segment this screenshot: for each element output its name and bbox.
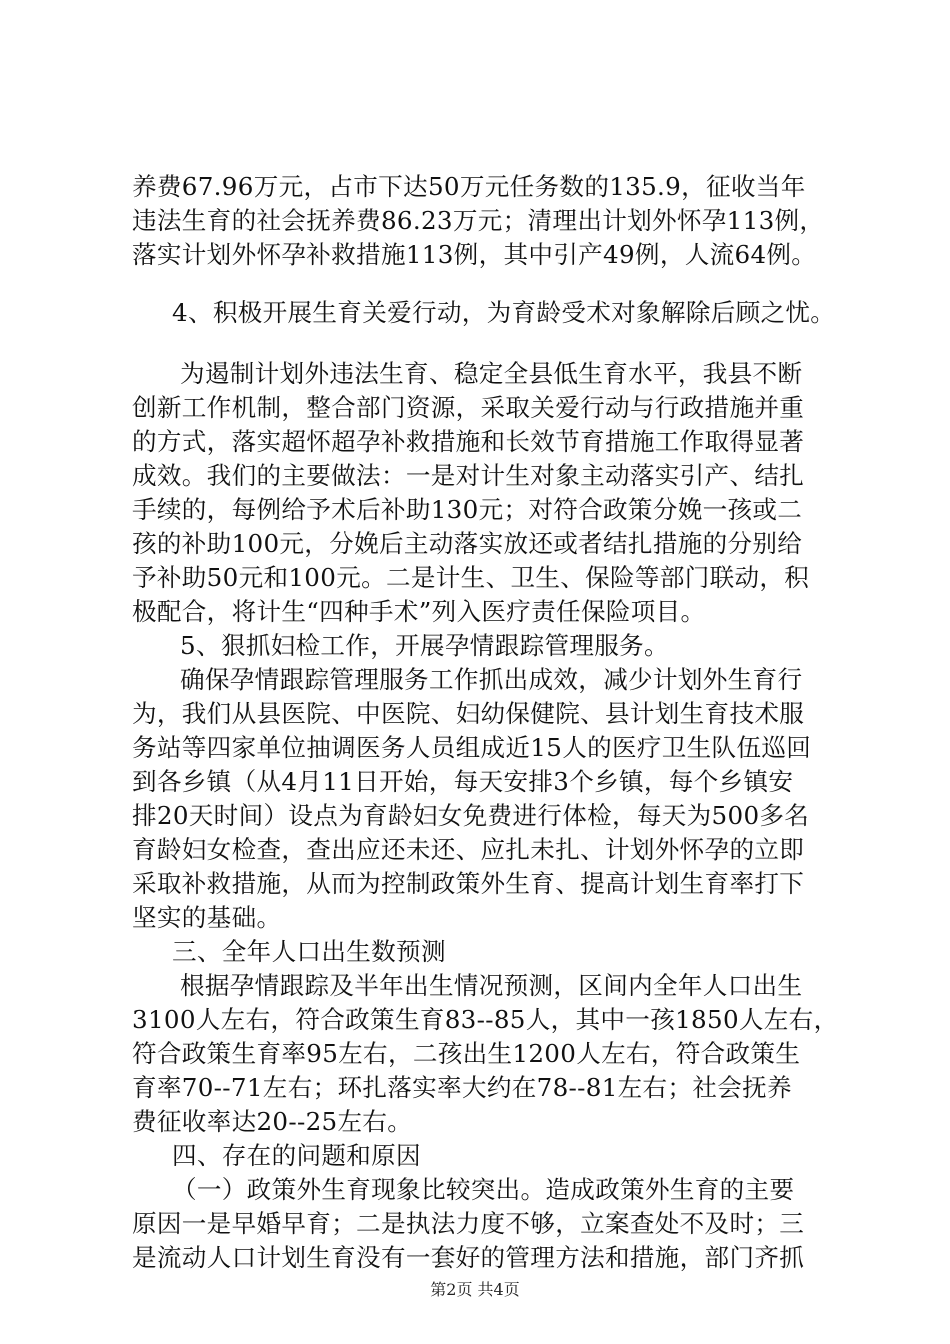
text-line: 排20天时间）设点为育龄妇女免费进行体检，每天为500多名 [132,801,810,830]
text-line: 成效。我们的主要做法：一是对计生对象主动落实引产、结扎 [132,461,805,490]
section-heading: 四、存在的问题和原因 [172,1141,421,1170]
page-number-footer: 第2页 共4页 [430,1280,520,1299]
text-line: 孩的补助100元，分娩后主动落实放还或者结扎措施的分别给 [132,529,803,558]
text-line: （一）政策外生育现象比较突出。造成政策外生育的主要 [172,1175,795,1204]
text-line: 的方式，落实超怀超孕补救措施和长效节育措施工作取得显著 [132,427,805,456]
text-line: 极配合，将计生“四种手术”列入医疗责任保险项目。 [132,597,706,626]
text-line: 为，我们从县医院、中医院、妇幼保健院、县计划生育技术服 [132,699,805,728]
text-line: 手续的，每例给予术后补助130元；对符合政策分娩一孩或二 [132,495,803,524]
text-line: 养费67.96万元，占市下达50万元任务数的135.9，征收当年 [132,172,806,201]
text-line: 确保孕情跟踪管理服务工作抓出成效，减少计划外生育行 [180,665,803,694]
text-line: 创新工作机制，整合部门资源，采取关爱行动与行政措施并重 [132,393,805,422]
section-heading: 三、全年人口出生数预测 [172,937,446,966]
text-line: 是流动人口计划生育没有一套好的管理方法和措施，部门齐抓 [132,1243,805,1272]
text-line: 到各乡镇（从4月11日开始，每天安排3个乡镇，每个乡镇安 [132,767,794,796]
section-heading: 5、狠抓妇检工作，开展孕情跟踪管理服务。 [180,631,669,660]
text-line: 为遏制计划外违法生育、稳定全县低生育水平，我县不断 [180,359,803,388]
text-line: 根据孕情跟踪及半年出生情况预测，区间内全年人口出生 [180,971,803,1000]
text-line: 3100人左右，符合政策生育83--85人，其中一孩1850人左右， [132,1005,839,1034]
text-line: 务站等四家单位抽调医务人员组成近15人的医疗卫生队伍巡回 [132,733,812,762]
text-line: 费征收率达20--25左右。 [132,1107,413,1136]
text-line: 采取补救措施，从而为控制政策外生育、提高计划生育率打下 [132,869,805,898]
text-line: 育龄妇女检查，查出应还未还、应扎未扎、计划外怀孕的立即 [132,835,805,864]
text-line: 育率70--71左右；环扎落实率大约在78--81左右；社会抚养 [132,1073,792,1102]
text-line: 符合政策生育率95左右，二孩出生1200人左右，符合政策生 [132,1039,801,1068]
text-line: 坚实的基础。 [132,903,282,932]
text-line: 原因一是早婚早育；二是执法力度不够，立案查处不及时；三 [132,1209,805,1238]
text-line: 落实计划外怀孕补救措施113例，其中引产49例，人流64例。 [132,240,817,269]
text-line: 予补助50元和100元。二是计生、卫生、保险等部门联动，积 [132,563,810,592]
text-line: 违法生育的社会抚养费86.23万元；清理出计划外怀孕113例， [132,206,825,235]
section-heading: 4、积极开展生育关爱行动，为育龄受术对象解除后顾之忧。 [172,298,836,327]
